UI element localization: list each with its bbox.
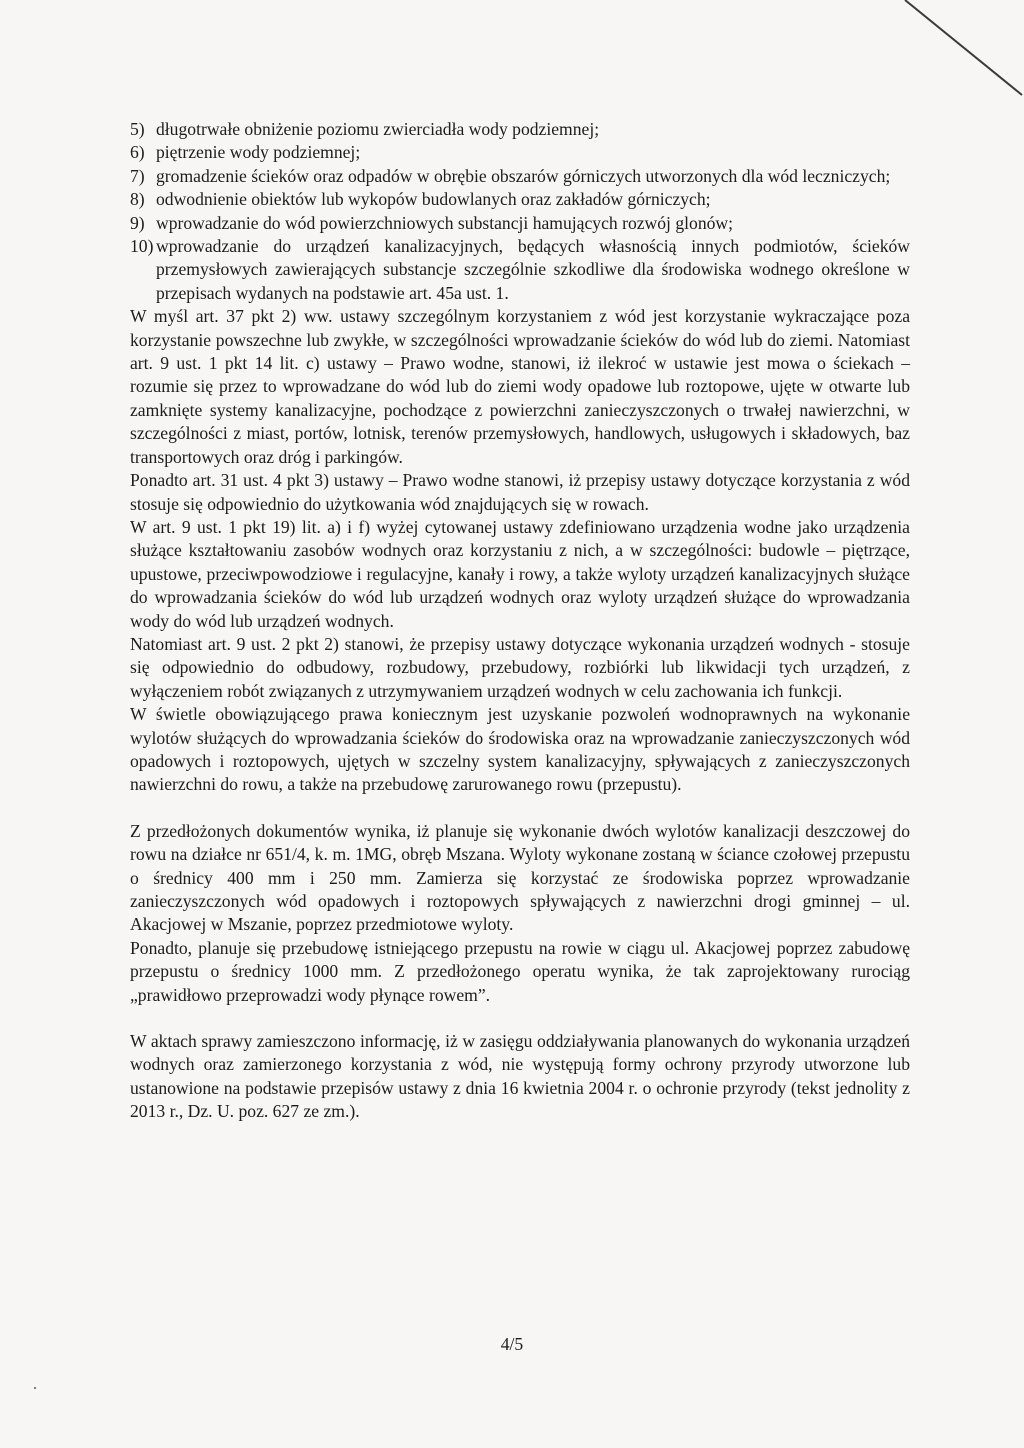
list-item <box>130 235 910 305</box>
list-item-text: odwodnienie obiektów lub wykopów budowlanych oraz zakładów górniczych; <box>156 189 711 210</box>
list-item <box>130 141 910 164</box>
list-item-number: 7) <box>130 165 145 186</box>
paragraph: W art. 9 ust. 1 pkt 19) lit. a) i f) wyżej cytowanej ustawy zdefiniowano urządzenia wodne jako urządzenia służące kształtowaniu zasobów wodnych oraz korzystaniu z nich, a w szczególności: budowle – piętrzące, upustowe, przeciwpowodziowe i regulacyjne, kanały i rowy, a także wyloty urządzeń kanalizacyjnych służące do wprowadzania ścieków do wód lub urządzeń wodnych oraz wyloty urządzeń służące do wprowadzania wody do wód lub urządzeń wodnych. <box>130 516 910 631</box>
list-item <box>130 212 910 235</box>
list-item-number: 9) <box>130 212 145 233</box>
scan-corner-mark <box>0 0 1024 120</box>
list-item-text: gromadzenie ścieków oraz odpadów w obrębie obszarów górniczych utworzonych dla wód leczniczych; <box>156 165 891 186</box>
paragraph: W aktach sprawy zamieszczono informację, iż w zasięgu oddziaływania planowanych do wykonania urządzeń wodnych oraz zamierzonego korzystania z wód, nie występują formy ochrony przyrody utworzone lub ustanowione na podstawie przepisów ustawy z dnia 16 kwietnia 2004 r. o ochronie przyrody (tekst jednolity z 2013 r., Dz. U. poz. 627 ze zm.). <box>130 1031 910 1122</box>
numbered-list <box>130 118 910 305</box>
list-item-number: 6) <box>130 142 145 163</box>
paragraph: Natomiast art. 9 ust. 2 pkt 2) stanowi, że przepisy ustawy dotyczące wykonania urządzeń wodnych - stosuje się odpowiednio do odbudowy, rozbudowy, przebudowy, rozbiórki lub likwidacji tych urządzeń, z wyłączeniem robót związanych z utrzymywaniem urządzeń wodnych w celu zachowania ich funkcji. <box>130 633 910 701</box>
paragraph: W myśl art. 37 pkt 2) ww. ustawy szczególnym korzystaniem z wód jest korzystanie wykraczające poza korzystanie powszechne lub zwykłe, w szczególności wprowadzanie ścieków do wód lub do ziemi. Natomiast art. 9 ust. 1 pkt 14 lit. c) ustawy – Prawo wodne, stanowi, iż ilekroć w ustawie jest mowa o ściekach – rozumie się przez to wprowadzane do wód lub do ziemi wody opadowe lub roztopowe, ujęte w otwarte lub zamknięte systemy kanalizacyjne, pochodzące z powierzchni zanieczyszczonych o trwałej nawierzchni, w szczególności z miast, portów, lotnisk, terenów przemysłowych, handlowych, usługowych i składowych, baz transportowych oraz dróg i parkingów. <box>130 306 910 467</box>
document-body <box>130 118 910 1124</box>
list-item-number: 10) <box>130 236 154 257</box>
list-item <box>130 188 910 211</box>
list-item-text: piętrzenie wody podziemnej; <box>156 142 361 163</box>
list-item-number: 5) <box>130 119 145 139</box>
list-item-text: wprowadzanie do urządzeń kanalizacyjnych, będących własnością innych podmiotów, ścieków przemysłowych zawierających substancje szczególnie szkodliwe dla środowiska wodnego określone w przepisach wydanych na podstawie art. 45a ust. 1. <box>156 236 910 303</box>
scan-speck <box>34 1387 36 1389</box>
paragraph-spacer <box>130 797 910 820</box>
list-item-text: wprowadzanie do wód powierzchniowych substancji hamujących rozwój glonów; <box>156 212 734 233</box>
paragraph-spacer <box>130 1007 910 1030</box>
list-item-number: 8) <box>130 189 145 210</box>
paragraph: Ponadto art. 31 ust. 4 pkt 3) ustawy – Prawo wodne stanowi, iż przepisy ustawy dotyczące korzystania z wód stosuje się odpowiednio do użytkowania wód znajdujących się w rowach. <box>130 470 910 514</box>
list-item-text: długotrwałe obniżenie poziomu zwierciadła wody podziemnej; <box>156 119 600 139</box>
page-number: 4/5 <box>500 1334 524 1354</box>
list-item <box>130 118 910 141</box>
paragraph: Ponadto, planuje się przebudowę istniejącego przepustu na rowie w ciągu ul. Akacjowej poprzez zabudowę przepustu o średnicy 1000 mm. Z przedłożonego operatu wynika, że tak zaprojektowany rurociąg „prawidłowo przeprowadzi wody płynące rowem”. <box>130 937 910 1005</box>
paragraph: W świetle obowiązującego prawa koniecznym jest uzyskanie pozwoleń wodnoprawnych na wykonanie wylotów służących do wprowadzania ścieków do środowiska oraz na wprowadzanie zanieczyszczonych wód opadowych i roztopowych, ujętych w szczelny system kanalizacyjny, spływających z zanieczyszczonych nawierzchni do rowu, a także na przebudowę zarurowanego rowu (przepustu). <box>130 704 910 795</box>
list-item <box>130 165 910 188</box>
paragraph: Z przedłożonych dokumentów wynika, iż planuje się wykonanie dwóch wylotów kanalizacji deszczowej do rowu na działce nr 651/4, k. m. 1MG, obręb Mszana. Wyloty wykonane zostaną w ściance czołowej przepustu o średnicy 400 mm i 250 mm. Zamierza się korzystać ze środowiska poprzez wprowadzanie zanieczyszczonych wód opadowych i roztopowych spływających z nawierzchni drogi gminnej – ul. Akacjowej w Mszanie, poprzez przedmiotowe wyloty. <box>130 820 910 935</box>
